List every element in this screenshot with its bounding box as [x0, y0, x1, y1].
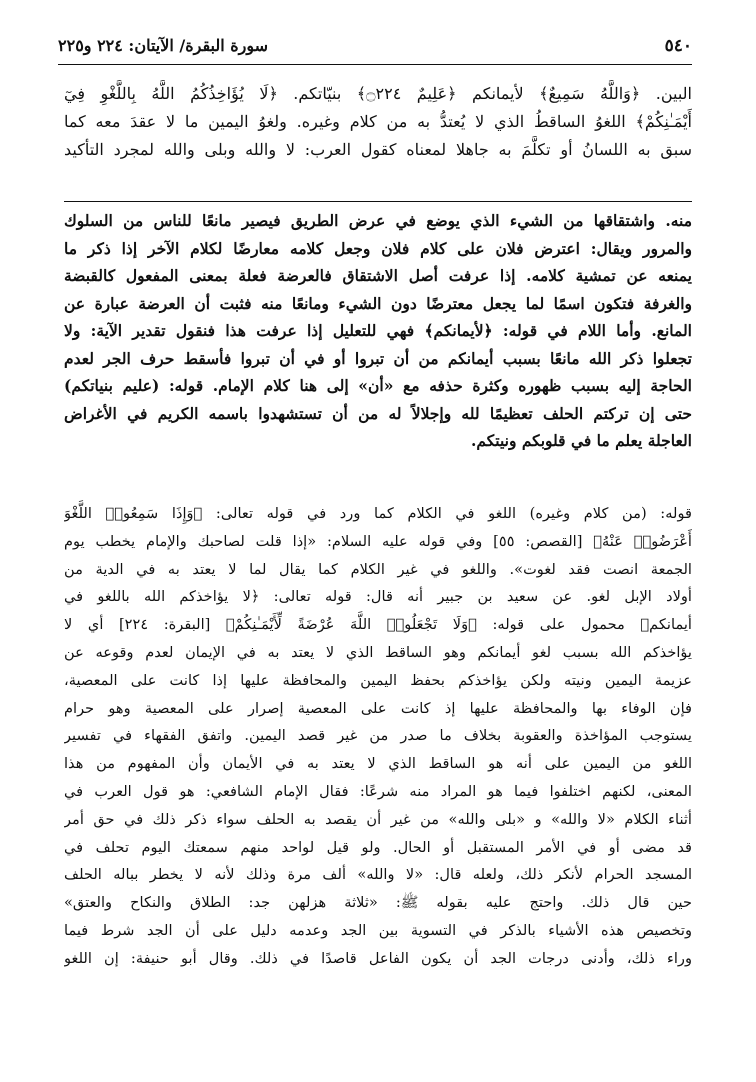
commentary-line: أثناء الكلام «لا والله» و «بلى والله» من غير أن يقصد به الحلف سواء ذكر ذلك في حق أمر [64, 810, 692, 828]
commentary-line: الجمعة انصت فقد لغوت». واللغو في غير الكلام كما يقال لما لا يعتد به في الدية من [64, 560, 692, 578]
commentary-line: الحاجة إليه بسبب ظهوره وكثرة حذفه مع «أن» إلى هنا كلام الإمام. قوله: (عليم بنياتكم) [64, 376, 692, 395]
commentary-line: قد مضى أو في الأمر المستقبل أو الحال. ولو قيل لواحد منهم سمعتك اليوم تحلف في [64, 838, 692, 856]
page-number: ٥٤٠ [664, 36, 692, 56]
verse-line: سبق به اللسانُ أو تكلَّمَ به جاهلا لمعناه كقول العرب: لا والله وبلى والله لمجرد التأكيد [64, 140, 692, 159]
commentary-line: والمرور ويقال: اعترض فلان على كلام فلان وجعل كلامه معارضًا لكلام الآخر إذا ذكر ما [64, 238, 692, 258]
commentary-line: والغرفة فتكون اسمًا لما يجعل معترضًا دون الشيء ومانعًا منه فثبت أن العرضة عبارة عن [64, 293, 692, 313]
commentary-line: يستوجب المؤاخذة والعقوبة بخلاف ما صدر من غير قصد اليمين. واتفق الفقهاء في تفسير [64, 727, 692, 745]
commentary-line: منه. واشتقاقها من الشيء الذي يوضع في عرض الطريق فيصير مانعًا للناس من السلوك [64, 211, 692, 230]
commentary-line: فإن الوفاء بها والمحافظة عليها إذ كانت على المعصية إصرار على المعصية وهو حرام [64, 699, 692, 717]
commentary-line: حتى إن تركتم الحلف تعظيمًا لله وإجلالاً له من أن تستشهدوا باسمه الكريم في الأغراض [64, 403, 692, 423]
commentary-paragraph-1 [64, 207, 692, 455]
commentary-line: وراء ذلك، وأدنى درجات الجد أن يكون الفاعل قاصدًا في ذلك. وقال أبو حنيفة: إن اللغو [64, 949, 692, 967]
verse-line: البين. ﴿وَاللَّهُ سَمِيعٌ﴾ لأيمانكم ﴿عَلِيمٌ ۝٢٢٤﴾ بنيّاتكم. ﴿لَا يُؤَاخِذُكُمُ اللَّهُ بِاللَّغْوِ فِيٓ [64, 84, 692, 103]
commentary-line: وتخصيص هذه الأشياء بالذكر في التسوية بين الجد وعدمه دليل على أن الجد شرط فيما [64, 921, 692, 939]
commentary-line: حين قال ذلك. واحتج عليه بقوله ﷺ: «ثلاثة هزلهن جد: الطلاق والنكاح والعتق» [64, 894, 692, 912]
commentary-line: قوله: (من كلام وغيره) اللغو في الكلام كما ورد في قوله تعالى: ﴿وَإِذَا سَمِعُوا۟ اللَّغْوَ [64, 505, 692, 522]
commentary-line: أيمانكم﴾ محمول على قوله: ﴿وَلَا تَجْعَلُوا۟ اللَّهَ عُرْضَةً لِّأَيْمَـٰنِكُمْ﴾ [البقرة: ٢٢٤] أي لا [64, 616, 692, 634]
commentary-line: العاجلة يعلم ما في قلوبكم ونيتكم. [471, 431, 692, 450]
commentary-line: المعنى، لكنهم اختلفوا فيما هو المراد منه شرعًا: فقال الإمام الشافعي: هو قول العرب في [64, 782, 692, 800]
commentary-line: يؤاخذكم الله بسبب لغو أيمانكم وهو الساقط الذي لا يعتد به في الإيمان لعدم وقوعه عن [64, 643, 692, 661]
page-header [58, 30, 692, 65]
section-divider [64, 201, 692, 202]
commentary-line: المانع. وأما اللام في قوله: ﴿لأيمانكم﴾ فهي للتعليل إذا عرفت هذا فنقول تقدير الآية: ولا [64, 321, 692, 340]
commentary-paragraph-2 [64, 500, 692, 973]
quran-verse-block [64, 80, 692, 164]
commentary-line: أَعْرَضُوا۟ عَنْهُ﴾ [القصص: ٥٥] وفي قوله عليه السلام: «إذا قلت لصاحبك والإمام يخطب يوم [64, 532, 692, 550]
verse-line: أَيْمَـٰنِكُمْ﴾ اللغوُ الساقطُ الذي لا يُعتدُّ به من كلام وغيره. ولغوُ اليمين ما لا عقدَ معه كما [64, 112, 692, 131]
surah-title: سورة البقرة/ الآيتان: ٢٢٤ و٢٢٥ [58, 36, 269, 55]
commentary-line: عزيمة اليمين ونيته ولكن يؤاخذكم بحفظ اليمين والمحافظة عليها إذا كانت على المعصية، [64, 671, 692, 689]
commentary-line: المسجد الحرام لأنكر ذلك، ولعله قال: «لا والله» ألف مرة وذلك لأنه لا يخطر بباله الحلف [64, 866, 692, 884]
commentary-line: تجعلوا ذكر الله مانعًا بسبب أيمانكم من أن تبروا أو في أن تبروا فأسقط حرف الجر لعدم [64, 348, 692, 368]
commentary-line: يمنعه عن تمشية كلامه. إذا عرفت أصل الاشتقاق فالعرضة فعلة بمعنى المفعول كالقبضة [64, 266, 692, 285]
commentary-line: أولاد الإبل لغو. عن سعيد بن جبير أنه قال: قوله تعالى: ﴿لا يؤاخذكم الله باللغو في [64, 588, 692, 606]
commentary-line: اللغو من اليمين على أنه هو الساقط الذي لا يعتد به في الأيمان وأن المفهوم من هذا [64, 755, 692, 773]
